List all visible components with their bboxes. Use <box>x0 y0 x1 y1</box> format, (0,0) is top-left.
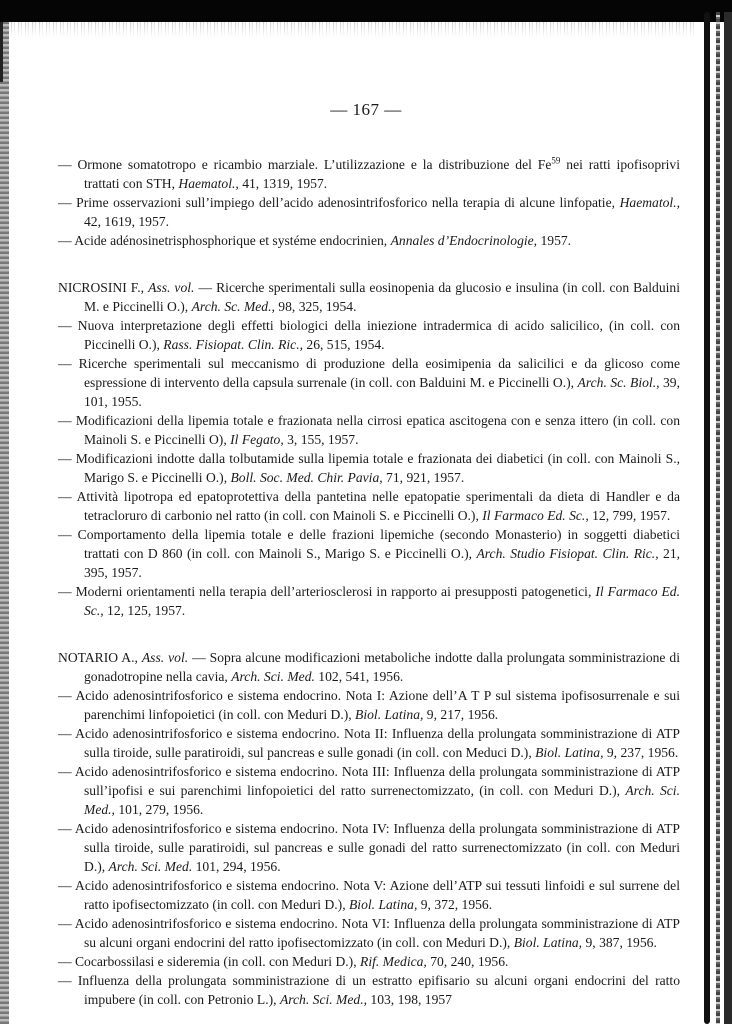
bib-entry: — Acido adenosintrifosforico e sistema endocrino. Nota III: Influenza della prolungata somministrazione di ATP sull’ipofisi e sui parenchimi linfopoietici del ratto surrenectomizzato, (in coll. con Meduri D.), Arch. Sci. Med., 101, 279, 1956. <box>58 764 680 817</box>
journal-title: Il Fegato, <box>230 432 284 447</box>
bib-entry: NICROSINI F., Ass. vol. — Ricerche sperimentali sulla eosinopenia da glucosio e insulina (in coll. con Balduini M. e Piccinelli O.), Arch. Sc. Med., 98, 325, 1954. <box>58 280 680 314</box>
scan-left-edge-dark <box>0 22 3 82</box>
section-nicrosini <box>58 278 680 620</box>
section-notario <box>58 648 680 1009</box>
journal-title: Arch. Studio Fisiopat. Clin. Ric., <box>476 546 659 561</box>
bib-entry: — Modificazioni della lipemia totale e frazionata nella cirrosi epatica ascitogena con e senza ittero (in coll. con Mainoli S. e Piccinelli O), Il Fegato, 3, 155, 1957. <box>58 413 680 447</box>
journal-title: Arch. Sci. Med. <box>231 669 315 684</box>
scan-top-border <box>0 0 732 22</box>
author-role: Ass. vol. <box>141 650 189 665</box>
scan-top-noise <box>4 22 694 38</box>
bib-entry: — Cocarbossilasi e sideremia (in coll. con Meduri D.), Rif. Medica, 70, 240, 1956. <box>58 954 509 969</box>
bib-entry: — Influenza della prolungata somministrazione di un estratto epifisario su alcuni organi endocrini del ratto impubere (in coll. con Petronio L.), Arch. Sci. Med., 103, 198, 1957 <box>58 973 680 1007</box>
journal-title: Arch. Sci. Med., <box>84 783 680 817</box>
journal-title: Haematol., <box>619 195 680 210</box>
bib-entry: — Prime osservazioni sull’impiego dell’acido adenosintrifosforico nella terapia di alcune linfopatie, Haematol., 42, 1619, 1957. <box>58 195 680 229</box>
author-name: NOTARIO A., <box>58 650 138 665</box>
scan-left-edge <box>0 22 9 1024</box>
bib-entry: — Modificazioni indotte dalla tolbutamide sulla lipemia totale e frazionata dei diabetici (in coll. con Mainoli S., Marigo S. e Piccinelli O.), Boll. Soc. Med. Chir. Pavia, 71, 921, 1957. <box>58 451 680 485</box>
journal-title: Boll. Soc. Med. Chir. Pavia, <box>230 470 383 485</box>
journal-title: Biol. Latina, <box>513 935 583 950</box>
journal-title: Annales d’Endocrinologie, <box>390 233 538 248</box>
journal-title: Rass. Fisiopat. Clin. Ric., <box>163 337 303 352</box>
bib-entry: — Ricerche sperimentali sul meccanismo di produzione della eosimipenia da salicilici e da glicoso come espressione di intervento della capsula surrenale (in coll. con Balduini M. e Piccinelli O.), Arch. Sc. Biol., 39, 101, 1955. <box>58 356 680 409</box>
journal-title: Haematol., <box>178 176 239 191</box>
bibliography <box>58 155 680 1009</box>
scan-right-border <box>724 12 732 1024</box>
author-role: Ass. vol. <box>148 280 195 295</box>
bib-entry: — Acido adenosintrifosforico e sistema endocrino. Nota II: Influenza della prolungata somministrazione di ATP sulla tiroide, sulle paratiroidi, sul pancreas e sulle gonadi (in coll. con Meduci D.), Biol. Latina, 9, 237, 1956. <box>58 726 680 760</box>
journal-title: Arch. Sci. Med. <box>108 859 193 874</box>
scan-right-page-edges <box>716 12 720 1024</box>
author-name: NICROSINI F., <box>58 280 145 295</box>
journal-title: Biol. Latina, <box>355 707 424 722</box>
journal-title: Arch. Sc. Biol., <box>577 375 660 390</box>
journal-title: Biol. Latina, <box>349 897 418 912</box>
section-spacer <box>58 250 680 278</box>
bib-entry: — Moderni orientamenti nella terapia dell’arteriosclerosi in rapporto ai presupposti patogenetici, Il Farmaco Ed. Sc., 12, 125, 1957. <box>58 584 680 618</box>
bib-entry: NOTARIO A., Ass. vol. — Sopra alcune modificazioni metaboliche indotte dalla prolungata somministrazione di gonadotropine nella cavia, Arch. Sci. Med. 102, 541, 1956. <box>58 650 681 684</box>
section-spacer <box>58 620 680 648</box>
journal-title: Biol. Latina, <box>535 745 604 760</box>
journal-title: Rif. Medica, <box>360 954 427 969</box>
bib-entry: — Acido adenosintrifosforico e sistema endocrino. Nota VI: Influenza della prolungata somministrazione di ATP su alcuni organi endocrini del ratto ipofisectomizzato (in coll. con Meduri D.), Biol. Latina, 9, 387, 1956. <box>58 916 680 950</box>
bib-entry: — Acido adenosintrifosforico e sistema endocrino. Nota V: Azione dell’ATP sui tessuti linfoidi e sul surrene del ratto ipofisectomizzato (in coll. con Meduri D.), Biol. Latina, 9, 372, 1956. <box>58 878 680 912</box>
journal-title: Arch. Sci. Med., <box>279 992 368 1007</box>
journal-title: Il Farmaco Ed. Sc., <box>482 508 589 523</box>
bib-entry: — Ormone somatotropo e ricambio marziale. L’utilizzazione e la distribuzione del Fe$^{59}$ nei ratti ipofisoprivi trattati con STH, Haematol., 41, 1319, 1957. <box>58 155 680 191</box>
page-number: — 167 — <box>330 100 402 119</box>
bib-entry: — Acido adenosintrifosforico e sistema endocrino. Nota I: Azione dell’A T P sul sistema ipofisosurrenale e sui parenchimi linfopoietici (in coll. con Meduri D.), Biol. Latina, 9, 217, 1956. <box>58 688 680 722</box>
bib-entry: — Acido adenosintrifosforico e sistema endocrino. Nota IV: Influenza della prolungata somministrazione di ATP sulla tiroide, sulle paratiroidi, sul pancreas e sulle gonadi del ratto surrenectomizzato (in coll. con Meduri D.), Arch. Sci. Med. 101, 294, 1956. <box>58 821 680 874</box>
bib-entry: — Attività lipotropa ed epatoprotettiva della pantetina nelle epatopatie sperimentali da dieta di Handler e da tetracloruro di carbonio nel ratto (in coll. con Mainoli S. e Piccinelli O.), Il Farmaco Ed. Sc., 12, 799, 1957. <box>58 489 680 523</box>
bib-entry: — Comportamento della lipemia totale e delle frazioni lipemiche (secondo Monasterio) in soggetti diabetici trattati con D 860 (in coll. con Mainoli S., Marigo S. e Piccinelli O.), Arch. Studio Fisiopat. Clin. Ric., 21, 395, 1957. <box>58 527 681 580</box>
journal-title: Il Farmaco Ed. Sc., <box>84 584 680 618</box>
journal-title: Arch. Sc. Med., <box>191 299 275 314</box>
scan-right-binding-shadow <box>704 12 710 1024</box>
bib-entry: — Nuova interpretazione degli effetti biologici della iniezione intradermica di acido salicilico, (in coll. con Piccinelli O.), Rass. Fisiopat. Clin. Ric., 26, 515, 1954. <box>58 318 680 352</box>
section-continuation <box>58 155 680 250</box>
bib-entry: — Acide adénosinetrisphosphorique et systéme endocrinien, Annales d’Endocrinologie, 1957. <box>58 233 572 248</box>
